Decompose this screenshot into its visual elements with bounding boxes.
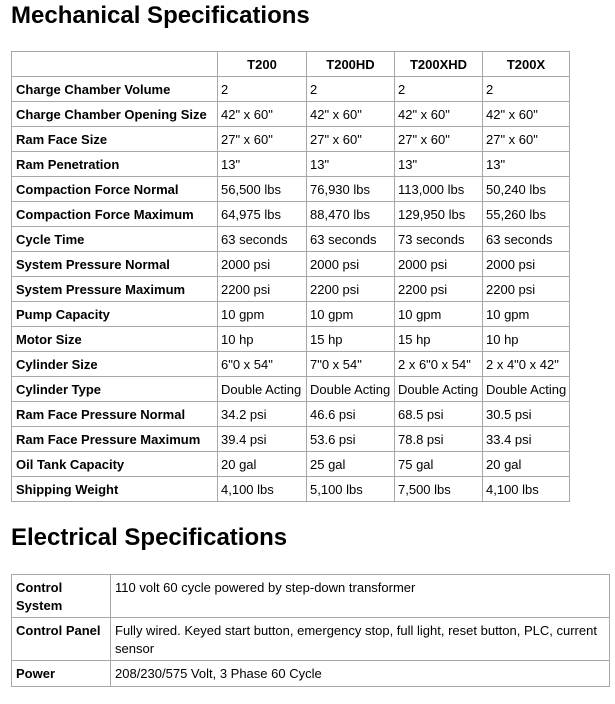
table-cell: 2 — [218, 77, 307, 102]
table-cell: 10 hp — [483, 327, 570, 352]
table-cell: 46.6 psi — [307, 402, 395, 427]
table-cell: 39.4 psi — [218, 427, 307, 452]
row-label: Cylinder Size — [12, 352, 218, 377]
row-label: System Pressure Maximum — [12, 277, 218, 302]
table-cell: 56,500 lbs — [218, 177, 307, 202]
electrical-specs-table — [11, 574, 610, 687]
table-cell: 33.4 psi — [483, 427, 570, 452]
table-cell: 2000 psi — [307, 252, 395, 277]
table-cell: 63 seconds — [483, 227, 570, 252]
row-label: System Pressure Normal — [12, 252, 218, 277]
table-cell: 42" x 60" — [483, 102, 570, 127]
table-cell: 2200 psi — [218, 277, 307, 302]
table-cell: 4,100 lbs — [483, 477, 570, 502]
table-row — [12, 127, 570, 152]
column-header-t200xhd: T200XHD — [395, 52, 483, 77]
row-label: Shipping Weight — [12, 477, 218, 502]
table-cell: Double Acting — [307, 377, 395, 402]
table-cell: 10 gpm — [483, 302, 570, 327]
table-row — [12, 302, 570, 327]
table-cell: 5,100 lbs — [307, 477, 395, 502]
row-label: Compaction Force Maximum — [12, 202, 218, 227]
table-cell: 2 — [483, 77, 570, 102]
table-cell: 88,470 lbs — [307, 202, 395, 227]
table-cell: 7"0 x 54" — [307, 352, 395, 377]
row-label: Control System — [12, 575, 111, 618]
table-cell: 30.5 psi — [483, 402, 570, 427]
row-label: Pump Capacity — [12, 302, 218, 327]
table-cell: 2 — [395, 77, 483, 102]
table-cell: 63 seconds — [307, 227, 395, 252]
table-cell: 42" x 60" — [307, 102, 395, 127]
table-cell: 15 hp — [395, 327, 483, 352]
row-value: 110 volt 60 cycle powered by step-down transformer — [111, 575, 610, 618]
table-row — [12, 352, 570, 377]
table-cell: 2000 psi — [218, 252, 307, 277]
column-header-t200x: T200X — [483, 52, 570, 77]
table-cell: 34.2 psi — [218, 402, 307, 427]
table-cell: 2000 psi — [483, 252, 570, 277]
table-cell: 15 hp — [307, 327, 395, 352]
table-row — [12, 277, 570, 302]
table-row — [12, 427, 570, 452]
table-row — [12, 452, 570, 477]
table-cell: 4,100 lbs — [218, 477, 307, 502]
table-cell: 27" x 60" — [395, 127, 483, 152]
table-cell: 68.5 psi — [395, 402, 483, 427]
table-cell: 2200 psi — [483, 277, 570, 302]
table-row — [12, 102, 570, 127]
table-cell: 10 gpm — [218, 302, 307, 327]
table-cell: 6"0 x 54" — [218, 352, 307, 377]
table-row — [12, 402, 570, 427]
table-row — [12, 177, 570, 202]
table-cell: 10 gpm — [307, 302, 395, 327]
table-row — [12, 227, 570, 252]
table-cell: 76,930 lbs — [307, 177, 395, 202]
row-value: Fully wired. Keyed start button, emergency stop, full light, reset button, PLC, current sensor — [111, 618, 610, 661]
row-label: Cycle Time — [12, 227, 218, 252]
row-value: 208/230/575 Volt, 3 Phase 60 Cycle — [111, 661, 610, 687]
table-row — [12, 152, 570, 177]
table-cell: 75 gal — [395, 452, 483, 477]
row-label: Cylinder Type — [12, 377, 218, 402]
row-label: Ram Face Pressure Maximum — [12, 427, 218, 452]
table-row — [12, 327, 570, 352]
row-label: Compaction Force Normal — [12, 177, 218, 202]
table-row — [12, 661, 610, 687]
electrical-specs-heading: Electrical Specifications — [11, 524, 288, 551]
table-cell: 2 x 4"0 x 42" — [483, 352, 570, 377]
row-label: Ram Face Size — [12, 127, 218, 152]
table-row — [12, 618, 610, 661]
table-header-row — [12, 52, 570, 77]
table-cell: 42" x 60" — [395, 102, 483, 127]
table-cell: 129,950 lbs — [395, 202, 483, 227]
row-label: Motor Size — [12, 327, 218, 352]
table-cell: 13" — [307, 152, 395, 177]
table-cell: 2 x 6"0 x 54" — [395, 352, 483, 377]
row-label: Charge Chamber Opening Size — [12, 102, 218, 127]
mechanical-specs-heading: Mechanical Specifications — [11, 2, 310, 29]
table-cell: 113,000 lbs — [395, 177, 483, 202]
table-row — [12, 77, 570, 102]
table-cell: 13" — [218, 152, 307, 177]
table-cell: 13" — [483, 152, 570, 177]
table-cell: 27" x 60" — [218, 127, 307, 152]
table-cell: Double Acting — [395, 377, 483, 402]
table-cell: 63 seconds — [218, 227, 307, 252]
table-cell: 27" x 60" — [307, 127, 395, 152]
row-label: Ram Face Pressure Normal — [12, 402, 218, 427]
row-label: Charge Chamber Volume — [12, 77, 218, 102]
row-label: Control Panel — [12, 618, 111, 661]
table-cell: 7,500 lbs — [395, 477, 483, 502]
table-row — [12, 477, 570, 502]
table-row — [12, 575, 610, 618]
table-row — [12, 377, 570, 402]
table-cell: Double Acting — [483, 377, 570, 402]
table-row — [12, 202, 570, 227]
table-cell: 55,260 lbs — [483, 202, 570, 227]
column-header-t200: T200 — [218, 52, 307, 77]
table-cell: 13" — [395, 152, 483, 177]
table-cell: 73 seconds — [395, 227, 483, 252]
table-cell: 2200 psi — [307, 277, 395, 302]
table-cell: 10 hp — [218, 327, 307, 352]
table-cell: 2200 psi — [395, 277, 483, 302]
table-cell: Double Acting — [218, 377, 307, 402]
row-label: Power — [12, 661, 111, 687]
mechanical-specs-table — [11, 51, 570, 502]
table-cell: 25 gal — [307, 452, 395, 477]
table-cell: 50,240 lbs — [483, 177, 570, 202]
table-cell: 78.8 psi — [395, 427, 483, 452]
table-row — [12, 252, 570, 277]
row-label: Ram Penetration — [12, 152, 218, 177]
table-cell: 27" x 60" — [483, 127, 570, 152]
column-header-t200hd: T200HD — [307, 52, 395, 77]
table-cell: 42" x 60" — [218, 102, 307, 127]
header-corner-cell — [12, 52, 218, 77]
row-label: Oil Tank Capacity — [12, 452, 218, 477]
table-cell: 53.6 psi — [307, 427, 395, 452]
table-cell: 2 — [307, 77, 395, 102]
table-cell: 64,975 lbs — [218, 202, 307, 227]
table-cell: 2000 psi — [395, 252, 483, 277]
table-cell: 20 gal — [483, 452, 570, 477]
table-cell: 10 gpm — [395, 302, 483, 327]
table-cell: 20 gal — [218, 452, 307, 477]
